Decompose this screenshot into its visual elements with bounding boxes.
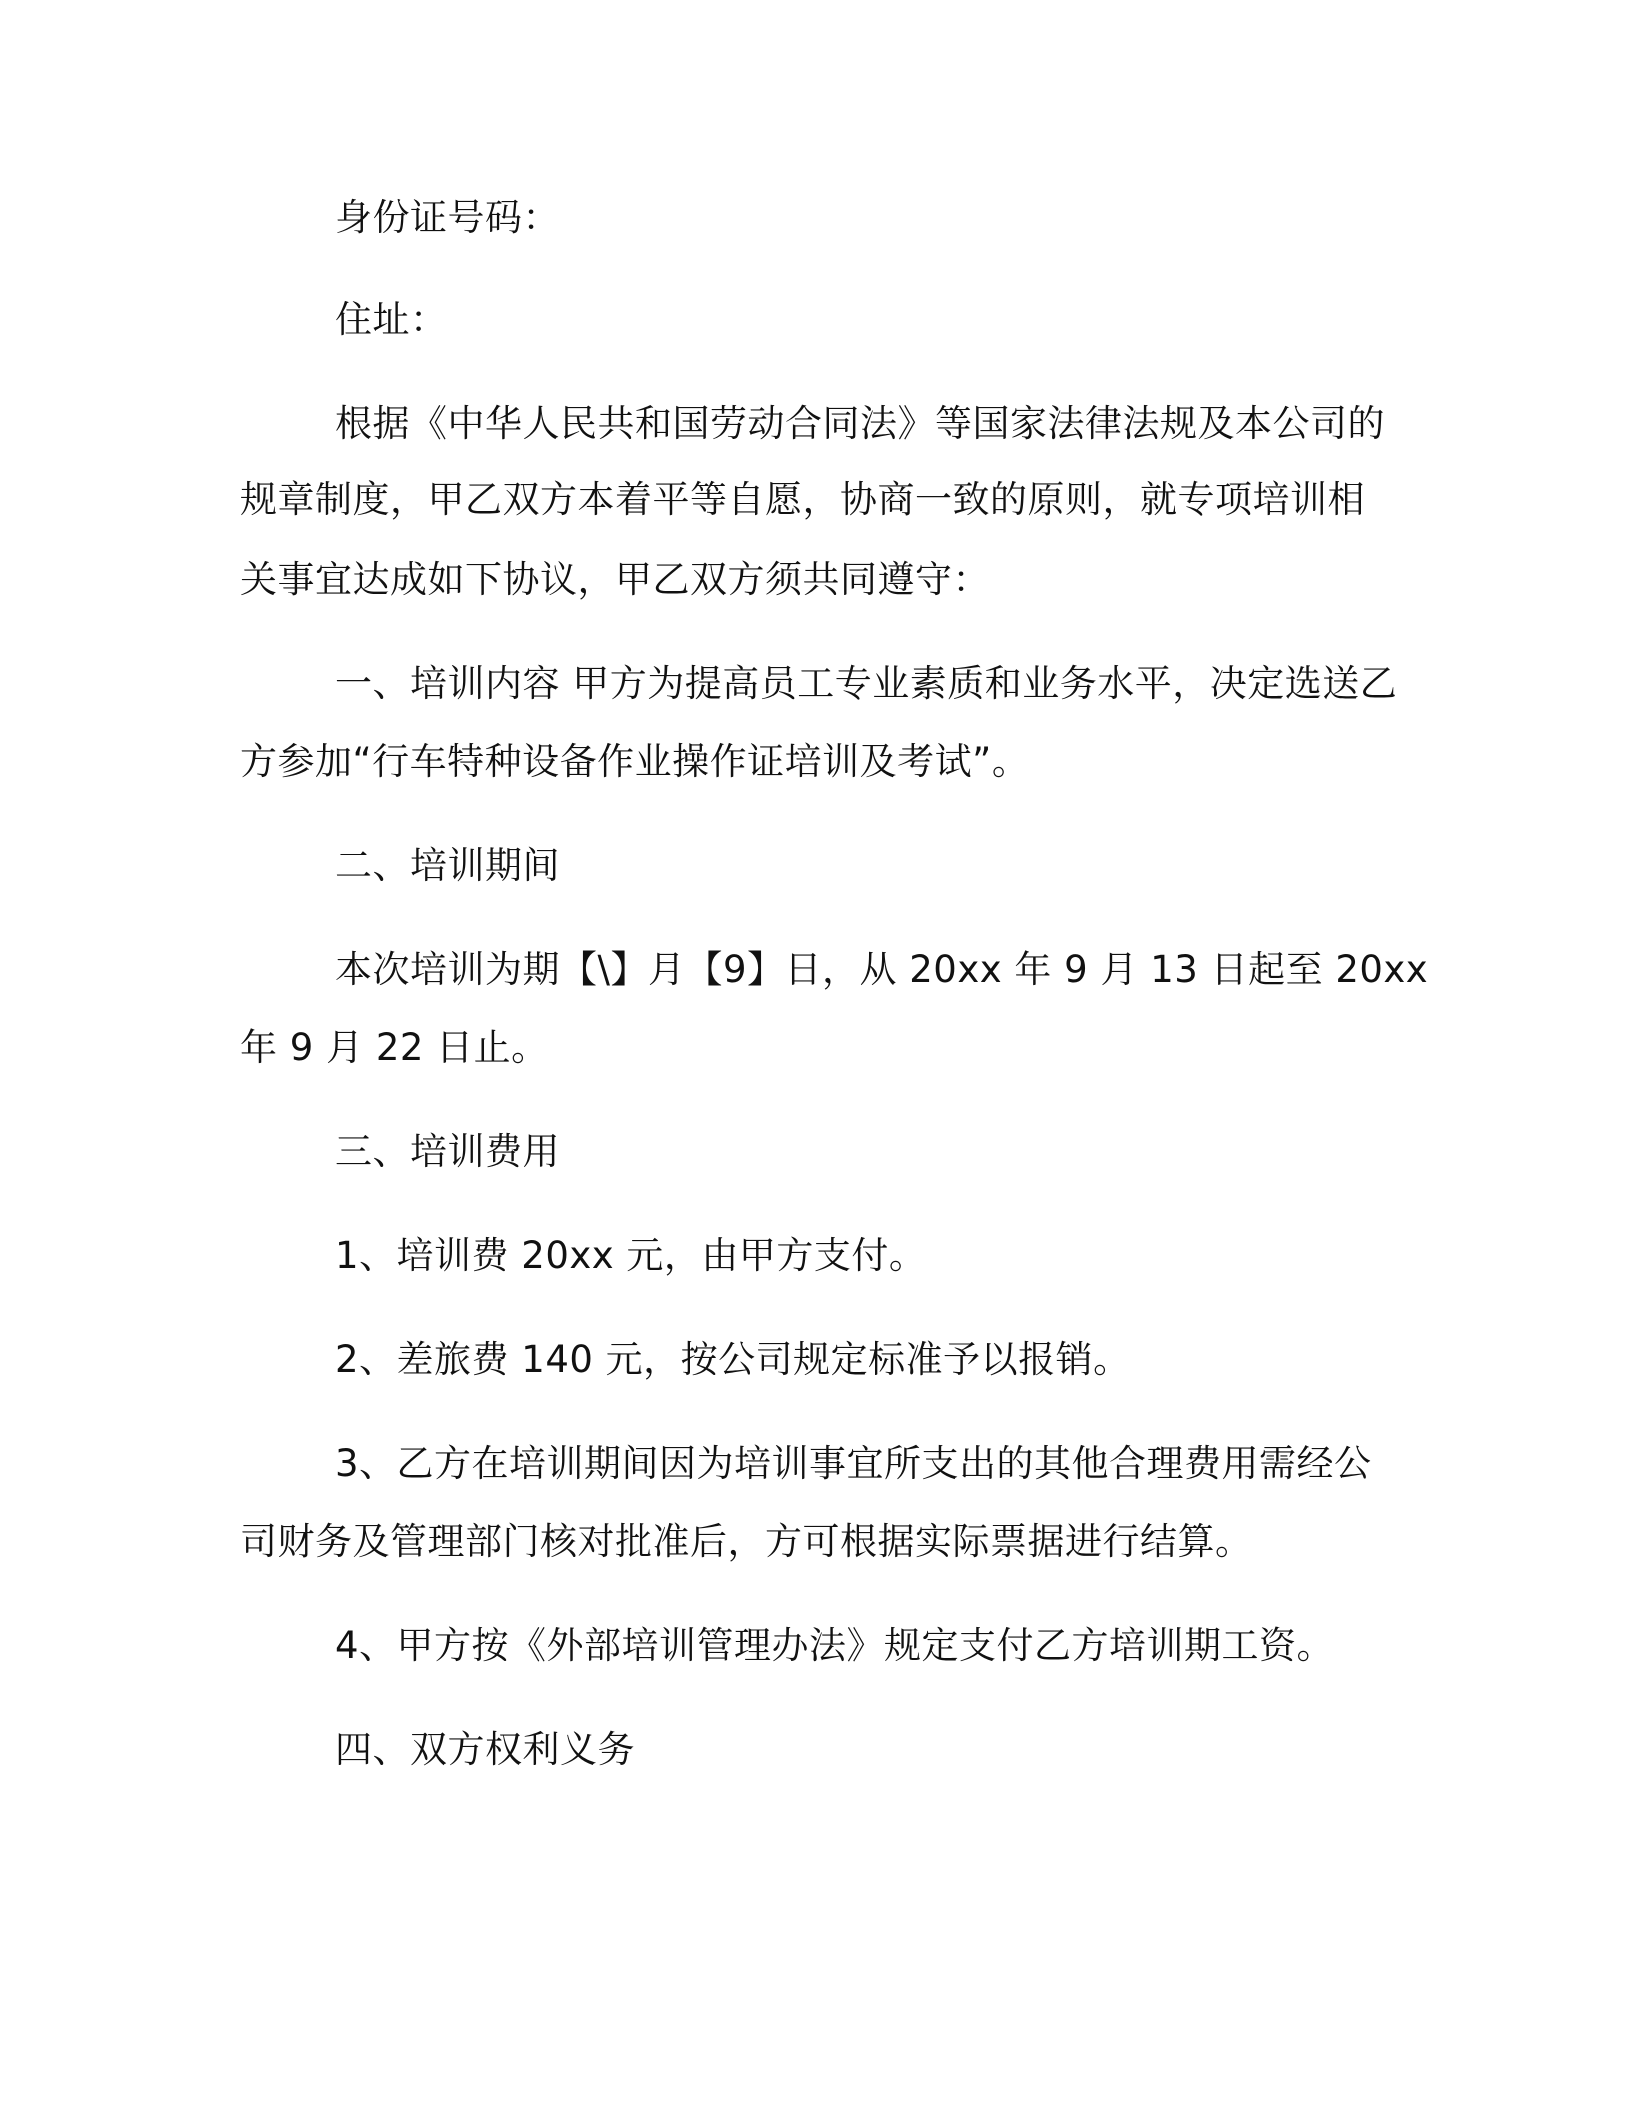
fee-item-3-line-2: 司财务及管理部门核对批准后，方可根据实际票据进行结算。 bbox=[240, 1520, 1253, 1563]
section-one-line-2: 方参加“行车特种设备作业操作证培训及考试”。 bbox=[240, 740, 1030, 783]
intro-paragraph-line-1: 根据《中华人民共和国劳动合同法》等国家法律法规及本公司的 bbox=[335, 402, 1385, 445]
fee-item-3-line-1: 3、乙方在培训期间因为培训事宜所支出的其他合理费用需经公 bbox=[335, 1442, 1372, 1485]
section-one-line-1: 一、培训内容 甲方为提高员工专业素质和业务水平，决定选送乙 bbox=[335, 662, 1398, 705]
training-period-line-2: 年 9 月 22 日止。 bbox=[240, 1026, 549, 1069]
training-period-line-1: 本次培训为期【\】月【9】日，从 20xx 年 9 月 13 日起至 20xx bbox=[335, 948, 1429, 991]
section-two-heading: 二、培训期间 bbox=[335, 844, 560, 887]
fee-item-4: 4、甲方按《外部培训管理办法》规定支付乙方培训期工资。 bbox=[335, 1624, 1335, 1667]
intro-paragraph-line-3: 关事宜达成如下协议，甲乙双方须共同遵守： bbox=[240, 558, 990, 601]
id-number-label: 身份证号码： bbox=[335, 196, 560, 239]
fee-item-2: 2、差旅费 140 元，按公司规定标准予以报销。 bbox=[335, 1338, 1131, 1381]
section-three-heading: 三、培训费用 bbox=[335, 1130, 560, 1173]
fee-item-1: 1、培训费 20xx 元，由甲方支付。 bbox=[335, 1234, 927, 1277]
intro-paragraph-line-2: 规章制度，甲乙双方本着平等自愿，协商一致的原则，就专项培训相 bbox=[240, 478, 1365, 521]
section-four-heading: 四、双方权利义务 bbox=[335, 1728, 635, 1771]
address-label: 住址： bbox=[335, 298, 448, 341]
